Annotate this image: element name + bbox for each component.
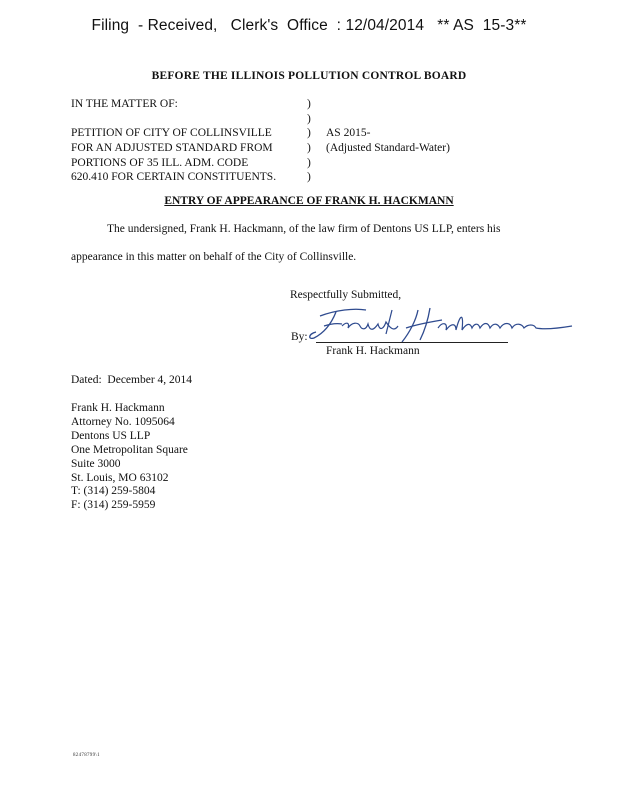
address-line: One Metropolitan Square bbox=[71, 443, 188, 456]
by-label: By: bbox=[291, 331, 308, 343]
caption-line: FOR AN ADJUSTED STANDARD FROM bbox=[71, 142, 273, 155]
address-line: Dentons US LLP bbox=[71, 429, 151, 442]
caption-parens bbox=[307, 97, 311, 185]
caption-paren: ) bbox=[307, 98, 311, 110]
document-footer-code: 82478799\1 bbox=[73, 753, 100, 758]
address-line: T: (314) 259-5804 bbox=[71, 485, 156, 498]
entry-title bbox=[0, 195, 618, 207]
handwritten-signature bbox=[306, 304, 576, 350]
caption-paren: ) bbox=[307, 142, 311, 155]
case-number: AS 2015- bbox=[326, 127, 371, 139]
caption-line: 620.410 FOR CERTAIN CONSTITUENTS. bbox=[71, 171, 277, 184]
caption-paren: ) bbox=[307, 127, 311, 140]
caption-line: IN THE MATTER OF: bbox=[71, 98, 178, 110]
body-paragraph-line-2: appearance in this matter on behalf of the City of Collinsville. bbox=[71, 251, 357, 263]
case-type: (Adjusted Standard-Water) bbox=[326, 141, 450, 154]
caption-paren: ) bbox=[307, 171, 311, 184]
caption-line bbox=[71, 112, 276, 127]
address-line: Frank H. Hackmann bbox=[71, 402, 165, 414]
dated-line: Dated: December 4, 2014 bbox=[71, 374, 193, 386]
address-line: Suite 3000 bbox=[71, 457, 121, 470]
address-line: F: (314) 259-5959 bbox=[71, 499, 156, 512]
filing-stamp: Filing - Received, Clerk's Office : 12/04/2014 ** AS 15-3** bbox=[91, 17, 527, 34]
closing-text: Respectfully Submitted, bbox=[290, 289, 402, 301]
entry-title-text: ENTRY OF APPEARANCE OF FRANK H. HACKMANN bbox=[164, 195, 454, 207]
caption-line: PORTIONS OF 35 ILL. ADM. CODE bbox=[71, 156, 249, 169]
address-block bbox=[71, 402, 188, 513]
signer-name: Frank H. Hackmann bbox=[326, 345, 420, 357]
body-paragraph-line-1: The undersigned, Frank H. Hackmann, of the law firm of Dentons US LLP, enters his bbox=[107, 223, 501, 235]
caption-line: PETITION OF CITY OF COLLINSVILLE bbox=[71, 127, 272, 140]
signature-line bbox=[316, 342, 508, 343]
caption-right bbox=[326, 126, 450, 155]
caption-left bbox=[71, 97, 276, 185]
address-line: Attorney No. 1095064 bbox=[71, 415, 175, 428]
board-title: BEFORE THE ILLINOIS POLLUTION CONTROL BOARD bbox=[151, 70, 467, 82]
caption-paren: ) bbox=[307, 156, 311, 169]
caption-paren: ) bbox=[307, 112, 311, 125]
address-line: St. Louis, MO 63102 bbox=[71, 471, 169, 484]
